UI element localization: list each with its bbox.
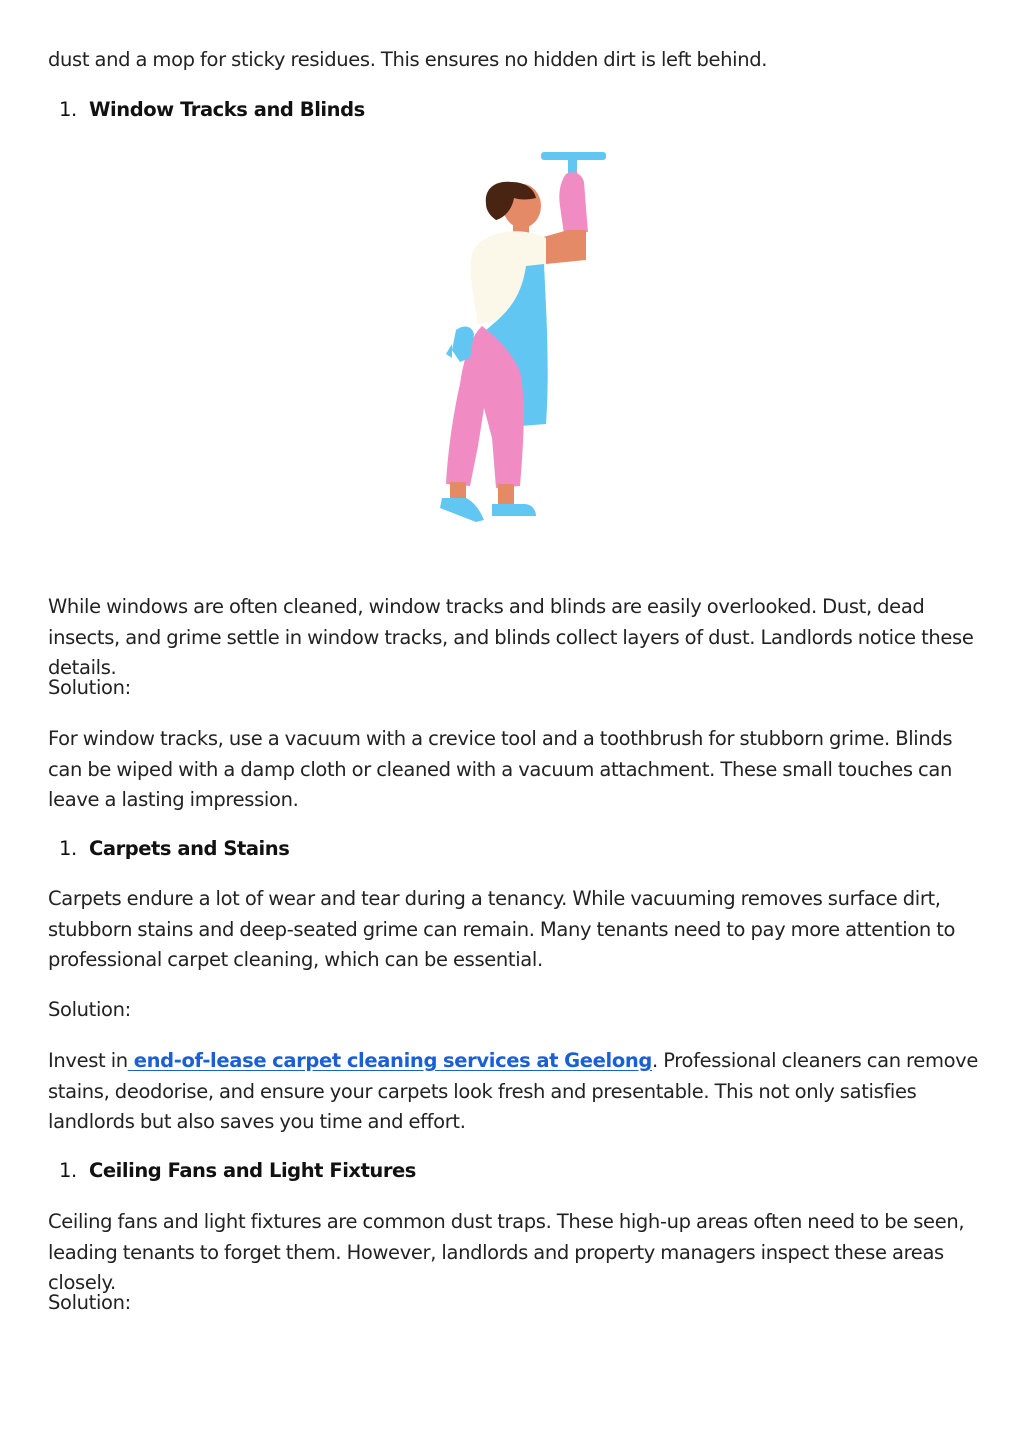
list-number: 1. xyxy=(59,837,77,860)
person-cleaning-window-illustration xyxy=(400,148,620,526)
section1-solution-label: Solution: xyxy=(48,676,131,699)
section-heading-window-tracks xyxy=(48,95,365,125)
list-number: 1. xyxy=(59,1159,77,1182)
intro-paragraph: dust and a mop for sticky residues. This ensures no hidden dirt is left behind. xyxy=(48,48,768,71)
section2-description: Carpets endure a lot of wear and tear during a tenancy. While vacuuming removes surface dirt, stubborn stains and deep-seated grime can remain. Many tenants need to pay more attention to professional carpet cleaning, which can be essential. xyxy=(48,887,956,971)
section-heading-carpets xyxy=(48,834,289,864)
list-number: 1. xyxy=(59,98,77,121)
section2-solution-text xyxy=(48,1046,983,1138)
section3-solution-label: Solution: xyxy=(48,1291,131,1314)
solution-suffix: . Professional cleaners can remove stains, deodorise, and ensure your carpets look fresh and presentable. This not only satisfies landlords but also saves you time and effort. xyxy=(48,1049,979,1133)
section1-solution-text: For window tracks, use a vacuum with a crevice tool and a toothbrush for stubborn grime. Blinds can be wiped with a damp cloth or cleaned with a vacuum attachment. These small touches can leave a lasting impression. xyxy=(48,727,953,811)
section-title: Carpets and Stains xyxy=(89,837,290,860)
section-heading-ceiling-fans xyxy=(48,1156,416,1186)
section2-solution-label: Solution: xyxy=(48,998,131,1021)
section1-description: While windows are often cleaned, window tracks and blinds are easily overlooked. Dust, dead insects, and grime settle in window tracks, and blinds collect layers of dust. Landlords notice these details. xyxy=(48,595,974,679)
section3-description: Ceiling fans and light fixtures are common dust traps. These high-up areas often need to be seen, leading tenants to forget them. However, landlords and property managers inspect these areas closely. xyxy=(48,1210,965,1294)
carpet-cleaning-link[interactable]: end-of-lease carpet cleaning services at Geelong xyxy=(127,1049,653,1072)
section-title: Window Tracks and Blinds xyxy=(89,98,365,121)
section-title: Ceiling Fans and Light Fixtures xyxy=(89,1159,416,1182)
solution-prefix: Invest in xyxy=(48,1049,128,1072)
